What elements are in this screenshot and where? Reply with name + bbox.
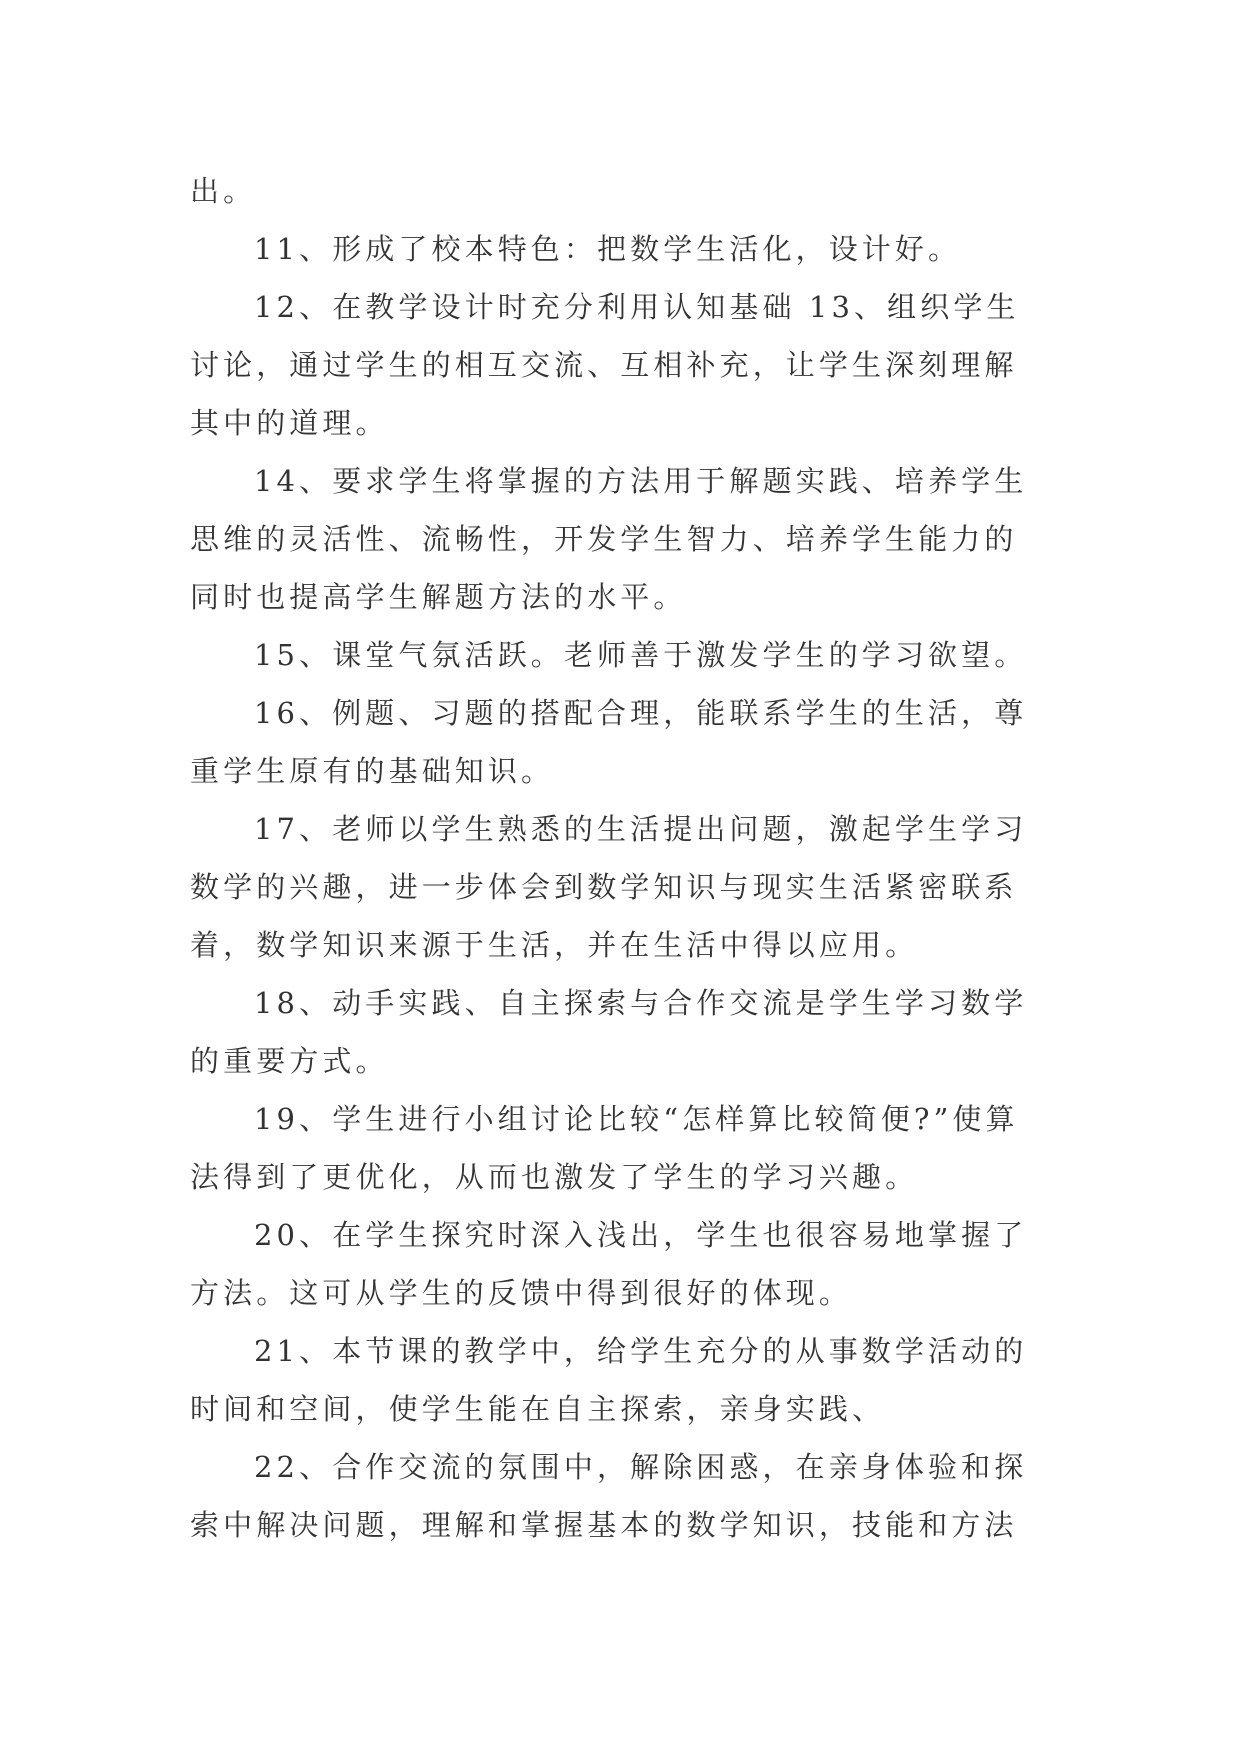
paragraph-item-21: 21、本节课的教学中，给学生充分的从事数学活动的时间和空间，使学生能在自主探索，亲身实践、 (190, 1334, 1028, 1426)
paragraph-item-12: 12、在教学设计时充分利用认知基础 13、组织学生讨论，通过学生的相互交流、互相补充，让学生深刻理解其中的道理。 (190, 290, 1020, 440)
paragraph-continuation: 出。 (190, 174, 257, 208)
paragraph-item-18: 18、动手实践、自主探索与合作交流是学生学习数学的重要方式。 (190, 986, 1028, 1078)
paragraph-item-16: 16、例题、习题的搭配合理，能联系学生的生活，尊重学生原有的基础知识。 (190, 696, 1028, 788)
paragraph-item-15: 15、课堂气氛活跃。老师善于激发学生的学习欲望。 (254, 638, 1028, 672)
paragraph-item-22: 22、合作交流的氛围中，解除困惑，在亲身体验和探索中解决问题，理解和掌握基本的数学知识，技能和方法 (190, 1450, 1028, 1542)
paragraph-item-17: 17、老师以学生熟悉的生活提出问题，激起学生学习数学的兴趣，进一步体会到数学知识与现实生活紧密联系着，数学知识来源于生活，并在生活中得以应用。 (190, 812, 1028, 962)
paragraph-item-19: 19、学生进行小组讨论比较“怎样算比较简便?”使算法得到了更优化，从而也激发了学生的学习兴趣。 (190, 1102, 1019, 1194)
paragraph-item-20: 20、在学生探究时深入浅出，学生也很容易地掌握了方法。这可从学生的反馈中得到很好的体现。 (190, 1218, 1028, 1310)
document-body (190, 162, 1050, 1554)
paragraph-item-11: 11、形成了校本特色：把数学生活化，设计好。 (254, 232, 962, 266)
paragraph-item-14: 14、要求学生将掌握的方法用于解题实践、培养学生思维的灵活性、流畅性，开发学生智力、培养学生能力的同时也提高学生解题方法的水平。 (190, 464, 1028, 614)
